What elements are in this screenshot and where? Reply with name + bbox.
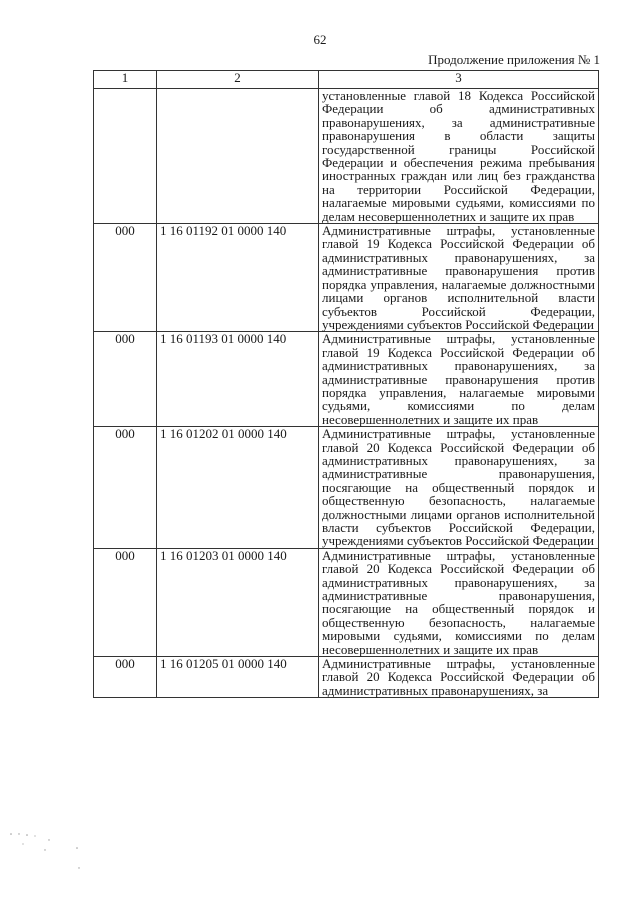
table-row: [94, 657, 599, 698]
table-row: [94, 427, 599, 549]
table-row: [94, 548, 599, 656]
admin-code-cell: 000: [94, 332, 157, 427]
budget-code-cell: 1 16 01202 01 0000 140: [157, 427, 319, 549]
appendix-continuation-heading: Продолжение приложения № 1: [428, 52, 600, 67]
budget-code-cell: 1 16 01192 01 0000 140: [157, 224, 319, 332]
admin-code-cell: 000: [94, 224, 157, 332]
budget-code-cell: 1 16 01205 01 0000 140: [157, 657, 319, 698]
admin-code-cell: [94, 89, 157, 224]
header-col-3: 3: [319, 71, 599, 89]
header-row: [94, 71, 599, 89]
scan-speckle-marks: [5, 828, 85, 878]
description-cell: установленные главой 18 Кодекса Российской Федерации об административных правонарушениях, за административные правонарушения в области защиты государственной границы Российской Федерации и обеспечения режима пребывания иностранных граждан или лиц без гражданства на территории Российской Федерации, налагаемые мировыми судьями, комиссиями по делам несовершеннолетних и защите их прав: [319, 89, 599, 224]
header-col-1: 1: [94, 71, 157, 89]
budget-code-cell: 1 16 01193 01 0000 140: [157, 332, 319, 427]
description-cell: Административные штрафы, установленные главой 20 Кодекса Российской Федерации об административных правонарушениях, за административные правонарушения, посягающие на общественный порядок и общественную безопасность, налагаемые мировыми судьями, комиссиями по делам несовершеннолетних и защите их прав: [319, 548, 599, 656]
table-row: [94, 89, 599, 224]
description-cell: Административные штрафы, установленные главой 19 Кодекса Российской Федерации об административных правонарушениях, за административные правонарушения против порядка управления, налагаемые должностными лицами органов исполнительной власти субъектов Российской Федерации, учреждениями субъектов Российской Федерации: [319, 224, 599, 332]
table-row: [94, 332, 599, 427]
description-cell: Административные штрафы, установленные главой 20 Кодекса Российской Федерации об административных правонарушениях, за: [319, 657, 599, 698]
admin-code-cell: 000: [94, 427, 157, 549]
admin-code-cell: 000: [94, 548, 157, 656]
budget-code-cell: 1 16 01203 01 0000 140: [157, 548, 319, 656]
table-row: [94, 224, 599, 332]
table-header: [94, 71, 599, 89]
admin-code-cell: 000: [94, 657, 157, 698]
header-col-2: 2: [157, 71, 319, 89]
page-number: 62: [313, 32, 327, 47]
description-cell: Административные штрафы, установленные главой 19 Кодекса Российской Федерации об административных правонарушениях, за административные правонарушения против порядка управления, налагаемые мировыми судьями, комиссиями по делам несовершеннолетних и защите их прав: [319, 332, 599, 427]
budget-code-cell: [157, 89, 319, 224]
description-cell: Административные штрафы, установленные главой 20 Кодекса Российской Федерации об административных правонарушениях, за административные правонарушения, посягающие на общественный порядок и общественную безопасность, налагаемые должностными лицами органов исполнительной власти субъектов Российской Федерации, учреждениями субъектов Российской Федерации: [319, 427, 599, 549]
codes-table: [93, 70, 599, 698]
table-body: [94, 89, 599, 698]
